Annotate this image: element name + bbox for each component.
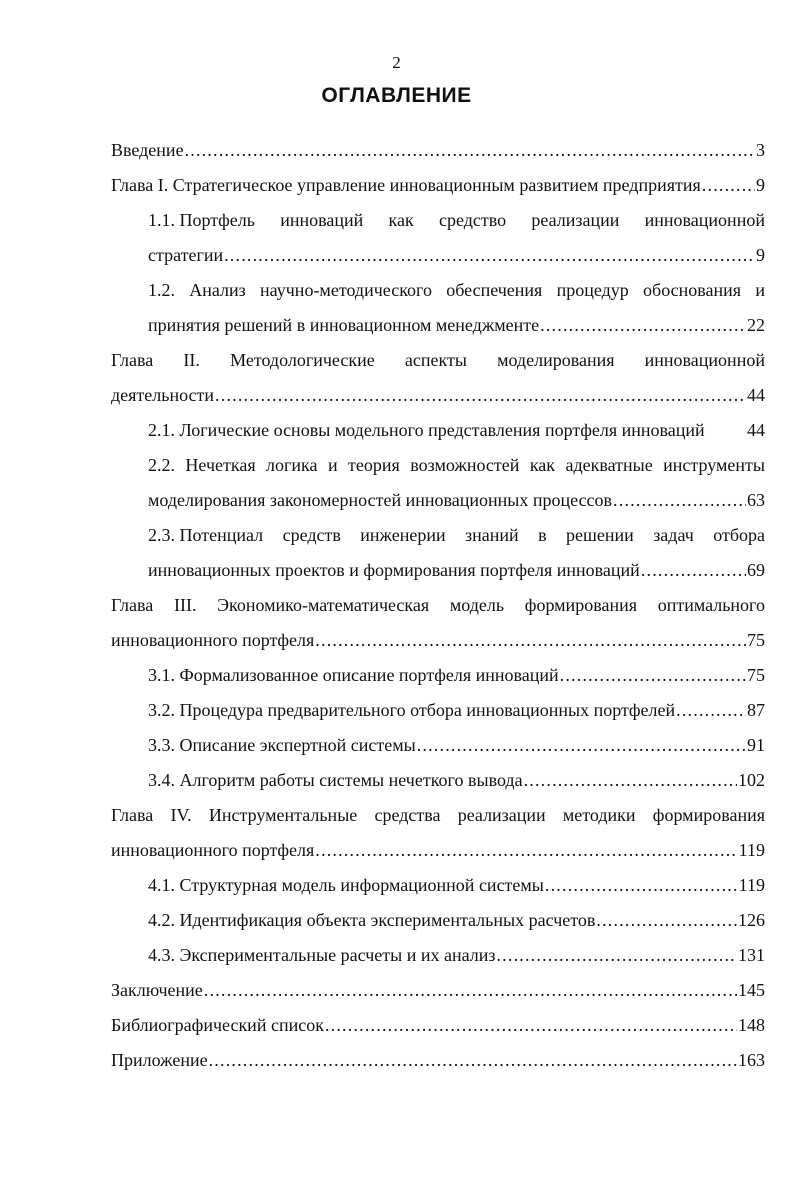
toc-entry-text: Глава IV. Инструментальные средства реализации методики формирования <box>111 805 765 825</box>
word: в <box>538 525 547 545</box>
toc-entry-chapter-4-line1[interactable] <box>111 803 765 827</box>
toc-entry-chapter-3-line1[interactable] <box>111 593 765 617</box>
toc-entry-section-2-2-line1[interactable] <box>148 453 765 477</box>
toc-page-number: 63 <box>747 490 765 510</box>
toc-entry-section-4-3[interactable] <box>148 943 765 967</box>
dot-leader <box>417 733 746 757</box>
toc-entry-section-2-1[interactable] <box>148 418 765 442</box>
toc-entry-text: Заключение <box>111 980 203 1000</box>
word: отбора <box>713 525 765 545</box>
dot-leader <box>315 838 737 862</box>
dot-leader <box>540 313 746 337</box>
toc-page-number: 91 <box>747 735 765 755</box>
toc-page-number: 145 <box>738 980 765 1000</box>
toc-entry-text: Глава III. Экономико-математическая модель формирования оптимального <box>111 595 765 615</box>
toc-entry-text: 4.3. Экспериментальные расчеты и их анализ <box>148 945 496 965</box>
toc-entry-section-3-4[interactable] <box>148 768 765 792</box>
word: инновационной <box>644 210 765 230</box>
toc-page-number: 3 <box>756 140 765 160</box>
dot-leader <box>215 383 746 407</box>
dot-leader <box>224 243 755 267</box>
toc-page-number: 75 <box>747 665 765 685</box>
toc-entry-bibliography[interactable] <box>111 1013 765 1037</box>
dot-leader <box>185 138 755 162</box>
toc-entry-conclusion[interactable] <box>111 978 765 1002</box>
word: как <box>388 210 414 230</box>
toc-page-number: 9 <box>756 245 765 265</box>
word: задач <box>653 525 694 545</box>
word: решении <box>566 525 634 545</box>
toc-entry-text: инновационных проектов и формирования портфеля инноваций <box>148 560 640 580</box>
toc-page-number: 87 <box>747 700 765 720</box>
toc-page-number: 44 <box>747 385 765 405</box>
toc-entry-text: 3.3. Описание экспертной системы <box>148 735 416 755</box>
dot-leader <box>204 978 737 1002</box>
word: инновационной <box>644 350 765 370</box>
toc-entry-text: 4.1. Структурная модель информационной системы <box>148 875 544 895</box>
toc-entry-chapter-2-line1[interactable] <box>111 348 765 372</box>
toc-entry-text: принятия решений в инновационном менеджменте <box>148 315 540 335</box>
word: инженерии <box>360 525 446 545</box>
word: Глава <box>111 350 154 370</box>
toc-entry-text: инновационного портфеля <box>111 630 315 650</box>
toc-page-number: 163 <box>738 1050 765 1070</box>
dot-leader <box>676 698 746 722</box>
word: знаний <box>465 525 519 545</box>
toc-entry-chapter-4-line2[interactable] <box>111 838 765 862</box>
toc-page-number: 119 <box>738 840 765 860</box>
word: инноваций <box>280 210 364 230</box>
toc-entry-text: 4.2. Идентификация объекта экспериментальных расчетов <box>148 910 596 930</box>
toc-entry-section-1-1-line1[interactable] <box>148 208 765 232</box>
word: моделирования <box>497 350 615 370</box>
toc-entry-appendix[interactable] <box>111 1048 765 1072</box>
toc-page-number: 131 <box>738 945 765 965</box>
toc-page-number: 44 <box>747 420 765 440</box>
word: средств <box>282 525 341 545</box>
toc-entry-text: стратегии <box>148 245 224 265</box>
toc-entry-text: 3.4. Алгоритм работы системы нечеткого вывода <box>148 770 523 790</box>
toc-page-number: 126 <box>738 910 765 930</box>
toc-entry-chapter-1[interactable] <box>111 173 765 197</box>
toc-page-number: 69 <box>747 560 765 580</box>
word: 1.1. Портфель <box>148 210 255 230</box>
toc-entry-text: 2.2. Нечеткая логика и теория возможностей как адекватные инструменты <box>148 455 765 475</box>
toc-entry-text: Введение <box>111 140 184 160</box>
toc-page-number: 119 <box>738 875 765 895</box>
toc-entry-section-2-3-line1[interactable] <box>148 523 765 547</box>
toc-entry-text: Библиографический список <box>111 1015 324 1035</box>
dot-leader <box>596 908 737 932</box>
toc-entry-section-2-3-line2[interactable] <box>148 558 765 582</box>
toc-entry-text: инновационного портфеля <box>111 840 315 860</box>
dot-leader <box>613 488 746 512</box>
toc-entry-text: Приложение <box>111 1050 208 1070</box>
toc-page-number: 75 <box>747 630 765 650</box>
toc-entry-text: 2.1. Логические основы модельного представления портфеля инноваций <box>148 420 705 440</box>
toc-entry-section-1-1-line2[interactable] <box>148 243 765 267</box>
toc-entry-chapter-2-line2[interactable] <box>111 383 765 407</box>
toc-entry-text: 1.2. Анализ научно-методического обеспечения процедур обоснования и <box>148 280 765 300</box>
dot-leader <box>524 768 737 792</box>
toc-entry-chapter-3-line2[interactable] <box>111 628 765 652</box>
toc-entry-section-4-2[interactable] <box>148 908 765 932</box>
toc-entry-section-3-3[interactable] <box>148 733 765 757</box>
dot-leader <box>560 663 746 687</box>
toc-entry-text: 3.2. Процедура предварительного отбора инновационных портфелей <box>148 700 676 720</box>
toc-entry-text: моделирования закономерностей инновационных процессов <box>148 490 613 510</box>
toc-entry-text: деятельности <box>111 385 215 405</box>
dot-leader <box>641 558 746 582</box>
toc-entry-section-1-2-line2[interactable] <box>148 313 765 337</box>
word: средство <box>439 210 507 230</box>
toc-page-number: 148 <box>738 1015 765 1035</box>
toc-entry-intro[interactable] <box>111 138 765 162</box>
toc-entry-section-2-2-line2[interactable] <box>148 488 765 512</box>
toc-entry-section-3-2[interactable] <box>148 698 765 722</box>
page-number: 2 <box>392 53 401 72</box>
toc-entry-section-4-1[interactable] <box>148 873 765 897</box>
toc-page-number: 22 <box>747 315 765 335</box>
dot-leader <box>702 173 755 197</box>
toc-entry-text: Глава I. Стратегическое управление инновационным развитием предприятия <box>111 175 701 195</box>
dot-leader <box>209 1048 737 1072</box>
toc-entry-text: 3.1. Формализованное описание портфеля инноваций <box>148 665 559 685</box>
word: Методологические <box>230 350 375 370</box>
word: реализации <box>531 210 620 230</box>
word: II. <box>183 350 200 370</box>
word: 2.3. Потенциал <box>148 525 264 545</box>
toc-entry-section-3-1[interactable] <box>148 663 765 687</box>
toc-page-number: 102 <box>738 770 765 790</box>
word: аспекты <box>404 350 467 370</box>
dot-leader <box>325 1013 737 1037</box>
toc-page-number: 9 <box>756 175 765 195</box>
dot-leader <box>545 873 738 897</box>
dot-leader <box>496 943 737 967</box>
page-title: ОГЛАВЛЕНИЕ <box>321 84 472 107</box>
dot-leader <box>315 628 746 652</box>
toc-entry-section-1-2-line1[interactable] <box>148 278 765 302</box>
